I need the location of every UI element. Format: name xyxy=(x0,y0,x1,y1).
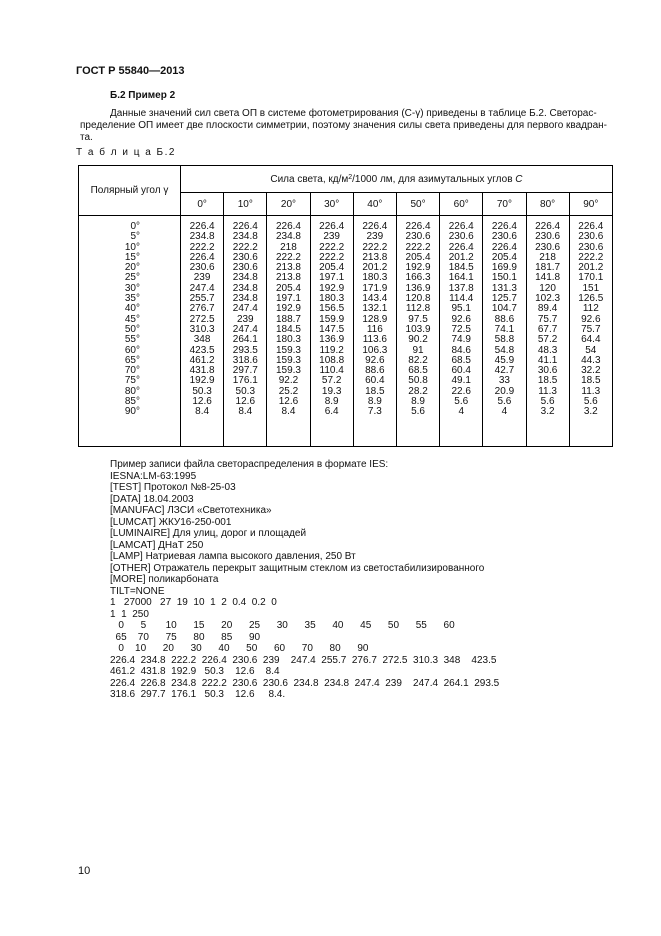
intensity-value: 318.6 xyxy=(232,354,258,366)
polar-angle-value: 40° xyxy=(124,303,140,315)
polar-angle-value: 10° xyxy=(124,241,140,253)
intensity-value: 60.4 xyxy=(365,375,385,387)
intensity-value: 230.6 xyxy=(232,262,258,274)
ies-line: 1 27000 27 19 10 1 2 0.4 0.2 0 xyxy=(110,597,277,608)
intensity-value: 431.8 xyxy=(189,365,215,377)
intensity-value: 230.6 xyxy=(405,231,431,243)
ies-line: TILT=NONE xyxy=(110,585,165,597)
document-header: ГОСТ Р 55840—2013 xyxy=(76,65,185,77)
intensity-value: 25.2 xyxy=(278,385,299,397)
ies-line: [TEST] Протокол №8-25-03 xyxy=(110,482,236,493)
intensity-value: 226.4 xyxy=(491,241,517,253)
polar-angle-value: 20° xyxy=(124,262,140,274)
intensity-value: 74.1 xyxy=(494,323,515,335)
intensity-value: 88.6 xyxy=(494,313,515,325)
intensity-value: 234.8 xyxy=(275,231,301,243)
intensity-value: 128.9 xyxy=(362,313,388,325)
intensity-value: 234.8 xyxy=(232,293,258,305)
intensity-value: 205.4 xyxy=(491,251,517,263)
intensity-value: 64.4 xyxy=(581,334,601,346)
intensity-value: 30.6 xyxy=(537,365,558,377)
intensity-value: 91 xyxy=(412,344,424,356)
intensity-value: 49.1 xyxy=(451,375,471,387)
intensity-value: 234.8 xyxy=(189,231,215,243)
intensity-value: 75.7 xyxy=(581,323,601,335)
intensity-value: 226.4 xyxy=(232,221,258,232)
intensity-value: 192.9 xyxy=(189,375,215,387)
intensity-column xyxy=(310,216,353,447)
intensity-value: 201.2 xyxy=(578,262,604,274)
intensity-value: 8.4 xyxy=(195,406,210,418)
intensity-value: 222.2 xyxy=(232,241,258,253)
intensity-value: 226.4 xyxy=(578,221,604,232)
intensity-value: 226.4 xyxy=(491,221,517,232)
intro-line: Данные значений сил света ОП в системе фотометрирования (С-γ) приведены в таблице Б.2. Светорас- xyxy=(110,108,597,119)
polar-angle-value: 0° xyxy=(130,221,140,232)
intensity-value: 82.2 xyxy=(408,354,428,366)
intensity-value: 213.8 xyxy=(362,251,388,263)
ies-line: 0 10 20 30 40 50 60 70 80 90 xyxy=(110,643,369,654)
intensity-value: 108.8 xyxy=(319,354,345,366)
intensity-value: 11.3 xyxy=(538,385,557,397)
intensity-value: 222.2 xyxy=(405,241,431,253)
intensity-value: 255.7 xyxy=(189,293,215,305)
intensity-value: 226.4 xyxy=(189,251,215,263)
intensity-value: 222.2 xyxy=(319,251,345,263)
polar-angle-value: 65° xyxy=(124,354,140,366)
intensity-value: 205.4 xyxy=(319,262,345,274)
intensity-column xyxy=(396,216,439,447)
intensity-value: 169.9 xyxy=(491,262,517,274)
ies-line: 1 1 250 xyxy=(110,608,149,620)
intensity-value: 54 xyxy=(585,344,597,356)
intensity-column xyxy=(440,216,483,447)
intensity-value: 159.3 xyxy=(275,354,301,366)
intensity-value: 239 xyxy=(366,231,384,243)
ies-line: 0 5 10 15 20 25 30 35 40 45 50 55 60 xyxy=(110,620,455,631)
intensity-value: 41.1 xyxy=(537,354,558,366)
intensity-value: 234.8 xyxy=(232,231,258,243)
intensity-value: 151 xyxy=(582,282,600,294)
ies-line: 318.6 297.7 176.1 50.3 12.6 8.4. xyxy=(110,689,286,700)
intensity-value: 12.6 xyxy=(235,396,256,408)
intensity-value: 114.4 xyxy=(449,293,474,305)
polar-angle-value: 70° xyxy=(124,365,140,377)
intensity-value: 222.2 xyxy=(319,241,345,253)
intensity-value: 201.2 xyxy=(448,251,474,263)
ies-line: [MANUFAC] ЛЗСИ «Светотехника» xyxy=(110,505,272,516)
intensity-column xyxy=(526,216,569,447)
intensity-value: 131.3 xyxy=(491,282,517,294)
intensity-value: 8.9 xyxy=(324,396,339,408)
intensity-value: 226.4 xyxy=(319,221,345,232)
intro-line: та. xyxy=(80,132,93,143)
intensity-value: 12.6 xyxy=(192,396,212,408)
intensity-value: 92.6 xyxy=(581,313,601,325)
polar-angle-value: 5° xyxy=(130,231,140,243)
ies-line: [DATA] 18.04.2003 xyxy=(110,493,194,505)
azimuth-header-cell: 30° xyxy=(310,193,353,216)
intensity-value: 5.6 xyxy=(411,406,425,418)
intensity-value: 58.8 xyxy=(494,334,515,346)
intensity-value: 50.3 xyxy=(235,385,256,397)
intensity-value: 247.4 xyxy=(189,282,215,294)
intensity-value: 222.2 xyxy=(578,251,604,263)
intensity-value: 125.7 xyxy=(491,293,517,305)
intensity-value: 423.5 xyxy=(189,344,215,356)
intensity-value: 45.9 xyxy=(494,354,515,366)
intensity-value: 11.3 xyxy=(581,385,601,397)
intensity-value: 348 xyxy=(193,334,211,346)
intensity-column xyxy=(483,216,526,447)
intensity-value: 12.6 xyxy=(278,396,299,408)
polar-angle-value: 25° xyxy=(124,272,140,284)
intensity-value: 184.5 xyxy=(448,262,474,274)
intensity-value: 104.7 xyxy=(491,303,517,315)
intensity-value: 106.3 xyxy=(362,344,388,356)
polar-angle-value: 50° xyxy=(124,323,140,335)
intensity-value: 20.9 xyxy=(494,385,515,397)
intensity-value: 180.3 xyxy=(275,334,301,346)
intensity-value: 230.6 xyxy=(491,231,517,243)
intensity-value: 181.7 xyxy=(535,262,561,274)
intro-line: пределение ОП имеет две плоскости симметрии, поэтому значения силы света приведены для первого квадран- xyxy=(80,120,607,131)
intensity-column xyxy=(181,216,224,447)
intensity-value: 48.3 xyxy=(537,344,558,356)
intensity-value: 54.8 xyxy=(494,344,515,356)
azimuth-header-cell: 70° xyxy=(483,193,526,216)
intensity-value: 156.5 xyxy=(319,303,345,315)
intensity-value: 226.4 xyxy=(535,221,561,232)
intensity-value: 239 xyxy=(193,272,211,284)
intensity-column xyxy=(569,216,612,447)
intensity-value: 297.7 xyxy=(232,365,258,377)
intensity-value: 197.1 xyxy=(319,272,345,284)
intensity-value: 57.2 xyxy=(321,375,342,387)
ies-line: [OTHER] Отражатель перекрыт защитным стеклом из светостабилизированного xyxy=(110,562,485,574)
polar-angles-column xyxy=(79,216,181,447)
azimuth-header-cell: 0° xyxy=(181,193,224,216)
intensity-value: 272.5 xyxy=(189,313,215,325)
ies-line: 461.2 431.8 192.9 50.3 12.6 8.4 xyxy=(110,666,280,677)
intensity-value: 247.4 xyxy=(232,303,258,315)
intensity-value: 102.3 xyxy=(535,293,561,305)
intensity-value: 18.5 xyxy=(581,375,601,387)
intensity-value: 239 xyxy=(236,313,254,325)
intensity-value: 19.3 xyxy=(321,385,342,397)
ies-line: [MORE] поликарбоната xyxy=(110,574,219,585)
intensity-value: 230.6 xyxy=(578,231,604,243)
intensity-value: 230.6 xyxy=(448,231,474,243)
intensity-value: 44.3 xyxy=(581,354,601,366)
intensity-value: 166.3 xyxy=(405,272,431,284)
polar-angle-header: Полярный угол γ xyxy=(79,166,181,216)
intensity-value: 5.6 xyxy=(540,396,555,408)
intensity-value: 4 xyxy=(501,406,508,418)
intensity-value: 8.9 xyxy=(367,396,382,408)
intensity-value: 84.6 xyxy=(451,344,471,356)
page-number: 10 xyxy=(78,865,91,877)
intensity-value: 159.3 xyxy=(275,365,301,377)
intensity-value: 120 xyxy=(539,282,556,294)
luminous-intensity-header xyxy=(181,166,613,193)
intensity-value: 171.9 xyxy=(362,282,388,294)
intensity-value: 461.2 xyxy=(189,354,215,366)
intensity-value: 222.2 xyxy=(189,241,215,253)
intensity-value: 226.4 xyxy=(448,241,474,253)
intensity-value: 218 xyxy=(280,241,297,253)
intensity-value: 192.9 xyxy=(275,303,301,315)
intensity-value: 116 xyxy=(366,323,383,335)
azimuth-header-cell: 20° xyxy=(267,193,310,216)
table-caption: Т а б л и ц а Б.2 xyxy=(76,147,176,158)
intensity-value: 230.6 xyxy=(535,241,561,253)
intensity-value: 3.2 xyxy=(583,406,598,418)
intensity-value: 239 xyxy=(323,231,340,243)
intensity-value: 5.6 xyxy=(454,396,469,408)
ies-line: [LAMCAT] ДНаТ 250 xyxy=(110,539,204,551)
intensity-value: 180.3 xyxy=(362,272,388,284)
ies-line: 226.4 234.8 222.2 226.4 230.6 239 247.4 255.7 276.7 272.5 310.3 348 423.5 xyxy=(110,654,497,666)
intensity-value: 126.5 xyxy=(578,293,604,305)
intensity-value: 222.2 xyxy=(275,251,301,263)
intensity-value: 192.9 xyxy=(405,262,431,274)
header-variable: C xyxy=(515,173,523,185)
ies-line: 65 70 75 80 85 90 xyxy=(110,631,261,643)
intensity-value: 6.4 xyxy=(324,406,339,418)
polar-angle-value: 35° xyxy=(124,293,140,305)
intensity-value: 213.8 xyxy=(275,272,301,284)
intensity-value: 88.6 xyxy=(365,365,385,377)
intensity-value: 197.1 xyxy=(275,293,301,305)
intensity-value: 119.2 xyxy=(319,344,344,356)
intensity-value: 113.6 xyxy=(362,334,387,346)
intensity-value: 72.5 xyxy=(451,323,471,335)
intensity-value: 213.8 xyxy=(275,262,301,274)
intensity-value: 89.4 xyxy=(537,303,558,315)
intensity-column xyxy=(267,216,310,447)
intensity-value: 67.7 xyxy=(537,323,558,335)
intensity-value: 92.6 xyxy=(451,313,471,325)
intensity-value: 180.3 xyxy=(319,293,345,305)
intensity-value: 170.1 xyxy=(578,272,604,284)
intensity-value: 112 xyxy=(582,303,599,315)
azimuth-header-cell: 10° xyxy=(224,193,267,216)
intensity-value: 50.3 xyxy=(192,385,212,397)
intensity-value: 97.5 xyxy=(408,313,428,325)
ies-line: 226.4 226.8 234.8 222.2 230.6 230.6 234.8 234.8 247.4 239 247.4 264.1 293.5 xyxy=(110,677,500,689)
ies-line: [LUMCAT] ЖКУ16-250-001 xyxy=(110,516,232,528)
intensity-value: 95.1 xyxy=(451,303,471,315)
intensity-value: 136.9 xyxy=(319,334,345,346)
intro-paragraph xyxy=(80,108,615,144)
intensity-value: 188.7 xyxy=(275,313,301,325)
intensity-value: 42.7 xyxy=(494,365,515,377)
intensity-value: 75.7 xyxy=(537,313,558,325)
header-text: /1000 лм, для азимутальных углов xyxy=(352,173,516,185)
intensity-value: 5.6 xyxy=(497,396,512,408)
intensity-value: 32.2 xyxy=(581,365,601,377)
ies-line: [LUMINAIRE] Для улиц, дорог и площадей xyxy=(110,528,307,539)
intensity-value: 222.2 xyxy=(362,241,388,253)
intensity-value: 137.8 xyxy=(448,282,474,294)
intensity-value: 8.9 xyxy=(411,396,425,408)
polar-angle-value: 45° xyxy=(124,313,140,325)
header-text: Сила света, кд/м xyxy=(270,173,349,185)
polar-angle-value: 90° xyxy=(124,406,140,418)
intensity-value: 226.4 xyxy=(362,221,388,232)
azimuth-header-cell: 80° xyxy=(526,193,569,216)
azimuth-header-cell: 90° xyxy=(569,193,612,216)
intensity-value: 8.4 xyxy=(281,406,296,418)
intensity-value: 28.2 xyxy=(408,385,428,397)
intensity-value: 226.4 xyxy=(275,221,301,232)
polar-angle-value: 80° xyxy=(124,385,140,397)
intensity-value: 68.5 xyxy=(408,365,428,377)
intensity-value: 192.9 xyxy=(319,282,345,294)
intensity-value: 74.9 xyxy=(451,334,471,346)
intensity-value: 147.5 xyxy=(319,323,345,335)
intensity-value: 264.1 xyxy=(232,334,258,346)
intensity-column xyxy=(224,216,267,447)
polar-angle-value: 85° xyxy=(124,396,140,408)
intensity-value: 184.5 xyxy=(275,323,301,335)
intensity-value: 226.4 xyxy=(189,221,215,232)
intensity-value: 110.4 xyxy=(319,365,344,377)
intensity-value: 60.4 xyxy=(451,365,471,377)
intensity-value: 310.3 xyxy=(189,323,215,335)
azimuth-header-cell: 50° xyxy=(396,193,439,216)
intensity-value: 159.3 xyxy=(275,344,301,356)
polar-angle-value: 55° xyxy=(124,334,140,346)
polar-angle-value: 75° xyxy=(124,375,140,387)
intensity-value: 103.9 xyxy=(405,323,431,335)
intensity-value: 247.4 xyxy=(232,323,258,335)
photometric-table xyxy=(78,165,613,447)
intensity-value: 18.5 xyxy=(365,385,385,397)
polar-angle-value: 15° xyxy=(124,251,140,263)
intensity-value: 57.2 xyxy=(537,334,558,346)
intensity-value: 230.6 xyxy=(189,262,215,274)
intensity-value: 90.2 xyxy=(408,334,428,346)
intensity-value: 22.6 xyxy=(451,385,471,397)
polar-angle-value: 60° xyxy=(124,344,140,356)
intensity-value: 136.9 xyxy=(405,282,431,294)
intensity-value: 7.3 xyxy=(367,406,382,418)
azimuth-header-cell: 40° xyxy=(353,193,396,216)
intensity-value: 218 xyxy=(539,251,556,263)
ies-line: [LAMP] Натриевая лампа высокого давления, 250 Вт xyxy=(110,551,356,562)
intensity-value: 3.2 xyxy=(540,406,555,418)
azimuth-header-cell: 60° xyxy=(440,193,483,216)
intensity-value: 33 xyxy=(498,375,510,387)
intensity-value: 230.6 xyxy=(578,241,604,253)
section-title: Б.2 Пример 2 xyxy=(110,90,176,101)
intensity-value: 226.4 xyxy=(405,221,431,232)
intensity-value: 293.5 xyxy=(232,344,258,356)
intensity-value: 50.8 xyxy=(408,375,428,387)
intensity-value: 176.1 xyxy=(232,375,258,387)
intensity-value: 234.8 xyxy=(232,272,258,284)
header-superscript: 2 xyxy=(348,173,353,181)
intensity-value: 4 xyxy=(458,406,464,418)
intensity-value: 8.4 xyxy=(238,406,253,418)
table-body-row xyxy=(79,216,613,447)
ies-example xyxy=(110,459,499,701)
intensity-value: 159.9 xyxy=(319,313,345,325)
intensity-value: 234.8 xyxy=(232,282,258,294)
intensity-value: 18.5 xyxy=(537,375,558,387)
intensity-value: 143.4 xyxy=(362,293,388,305)
intensity-column xyxy=(353,216,396,447)
intensity-value: 276.7 xyxy=(189,303,215,315)
polar-angle-value: 30° xyxy=(124,282,140,294)
intensity-value: 226.4 xyxy=(448,221,474,232)
intensity-value: 205.4 xyxy=(275,282,301,294)
ies-line: Пример записи файла светораспределения в формате IES: xyxy=(110,459,389,470)
intensity-value: 230.6 xyxy=(232,251,258,263)
intensity-value: 164.1 xyxy=(448,272,474,284)
intensity-value: 132.1 xyxy=(362,303,388,315)
intensity-value: 120.8 xyxy=(405,293,431,305)
intensity-value: 92.6 xyxy=(365,354,385,366)
intensity-value: 205.4 xyxy=(405,251,431,263)
ies-line: IESNA:LM-63:1995 xyxy=(110,470,197,482)
intensity-value: 141.8 xyxy=(535,272,561,284)
intensity-value: 5.6 xyxy=(583,396,598,408)
intensity-value: 68.5 xyxy=(451,354,471,366)
intensity-value: 150.1 xyxy=(491,272,517,284)
intensity-value: 112.8 xyxy=(405,303,431,315)
intensity-value: 230.6 xyxy=(535,231,561,243)
intensity-value: 92.2 xyxy=(278,375,299,387)
intensity-value: 201.2 xyxy=(362,262,388,274)
